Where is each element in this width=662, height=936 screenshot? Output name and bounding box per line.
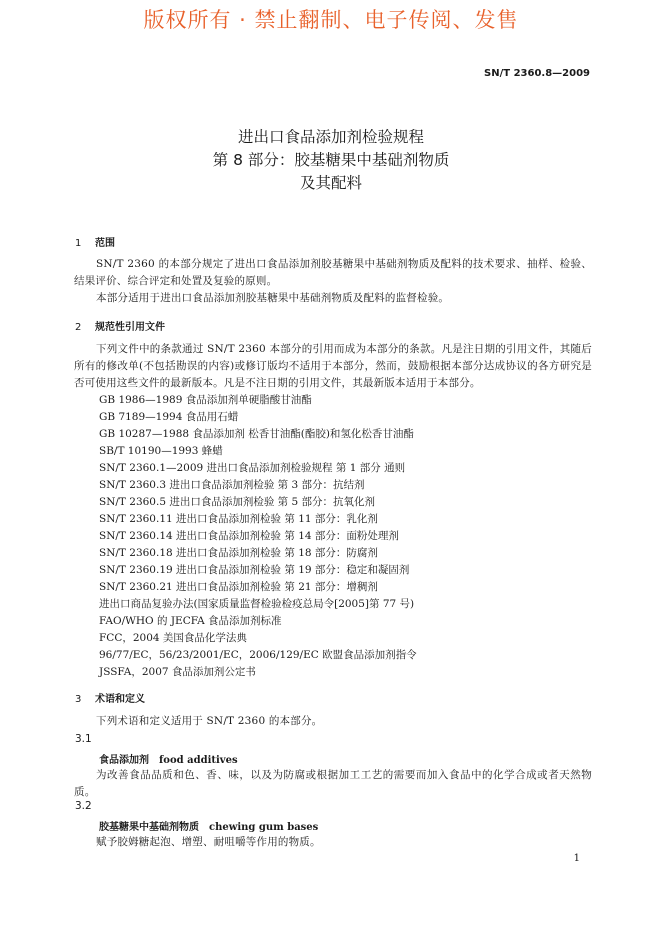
section-3-intro: 下列术语和定义适用于 SN/T 2360 的本部分。 — [96, 715, 323, 727]
section-1-paragraph-1: SN/T 2360 的本部分规定了进出口食品添加剂胶基糖果中基础剂物质及配料的技术要求、抽样、检验、结果评价、综合评定和处置及复验的原则。 — [74, 258, 592, 287]
section-2-title: 规范性引用文件 — [95, 322, 165, 333]
term-english: food additives — [159, 755, 238, 766]
reference-item: SN/T 2360.11 进出口食品添加剂检验 第 11 部分：乳化剂 — [99, 513, 378, 525]
reference-item: GB 10287—1988 食品添加剂 松香甘油酯(酯胶)和氢化松香甘油酯 — [99, 428, 414, 440]
section-1-title: 范围 — [95, 238, 115, 249]
term-english: chewing gum bases — [209, 822, 319, 833]
term-heading — [99, 818, 318, 833]
page-number: 1 — [573, 853, 580, 864]
reference-item: 进出口商品复验办法(国家质量监督检验检疫总局令[2005]第 77 号) — [99, 598, 415, 610]
reference-item: 96/77/EC，56/23/2001/EC，2006/129/EC 欧盟食品添加剂指令 — [99, 649, 417, 661]
section-1-paragraph-2: 本部分适用于进出口食品添加剂胶基糖果中基础剂物质及配料的监督检验。 — [96, 292, 450, 304]
reference-item: FCC，2004 美国食品化学法典 — [99, 632, 247, 644]
term-chinese: 食品添加剂 — [99, 755, 149, 766]
term-chinese: 胶基糖果中基础剂物质 — [99, 822, 199, 833]
section-2-heading — [75, 318, 165, 333]
title-line-1: 进出口食品添加剂检验规程 — [237, 128, 424, 146]
section-2-number: 2 — [75, 322, 82, 333]
reference-item: SN/T 2360.19 进出口食品添加剂检验 第 19 部分：稳定和凝固剂 — [99, 564, 410, 576]
term-number: 3.1 — [75, 733, 92, 745]
term-definition: 赋予胶姆糖起泡、增塑、耐咀嚼等作用的物质。 — [96, 836, 321, 848]
section-1-number: 1 — [75, 238, 82, 249]
reference-item: GB 7189—1994 食品用石蜡 — [99, 411, 239, 423]
reference-item: SN/T 2360.21 进出口食品添加剂检验 第 21 部分：增稠剂 — [99, 581, 378, 593]
document-number: SN/T 2360.8—2009 — [484, 68, 590, 79]
reference-item: SN/T 2360.3 进出口食品添加剂检验 第 3 部分：抗结剂 — [99, 479, 365, 491]
title-line-3: 及其配料 — [299, 174, 362, 192]
section-3-number: 3 — [75, 694, 82, 705]
copyright-watermark: 版权所有 · 禁止翻制、电子传阅、发售 — [143, 8, 519, 32]
reference-item: SN/T 2360.5 进出口食品添加剂检验 第 5 部分：抗氧化剂 — [99, 496, 376, 508]
reference-item: SN/T 2360.1—2009 进出口食品添加剂检验规程 第 1 部分 通则 — [99, 462, 406, 474]
term-heading — [99, 751, 238, 766]
reference-item: SN/T 2360.14 进出口食品添加剂检验 第 14 部分：面粉处理剂 — [99, 530, 399, 542]
term-number: 3.2 — [75, 800, 92, 812]
reference-item: SB/T 10190—1993 蜂蜡 — [99, 445, 223, 457]
section-1-heading — [75, 234, 115, 249]
section-3-heading — [75, 690, 145, 705]
term-definition: 为改善食品品质和色、香、味，以及为防腐或根据加工工艺的需要而加入食品中的化学合成或者天然物质。 — [74, 769, 592, 798]
section-3-title: 术语和定义 — [95, 694, 145, 705]
title-line-2: 第 8 部分：胶基糖果中基础剂物质 — [212, 151, 450, 169]
reference-item: GB 1986—1989 食品添加剂单硬脂酸甘油酯 — [99, 394, 312, 406]
section-2-intro: 下列文件中的条款通过 SN/T 2360 本部分的引用而成为本部分的条款。凡是注日期的引用文件，其随后所有的修改单(不包括勘误的内容)或修订版均不适用于本部分，然而，鼓励根据本部分达成协议的各方研究是否可使用这些文件的最新版本。凡是不注日期的引用文件，其最新版本适用于本部分。 — [74, 343, 592, 389]
reference-item: FAO/WHO 的 JECFA 食品添加剂标准 — [99, 615, 282, 627]
reference-item: SN/T 2360.18 进出口食品添加剂检验 第 18 部分：防腐剂 — [99, 547, 378, 559]
reference-item: JSSFA，2007 食品添加剂公定书 — [99, 666, 256, 678]
